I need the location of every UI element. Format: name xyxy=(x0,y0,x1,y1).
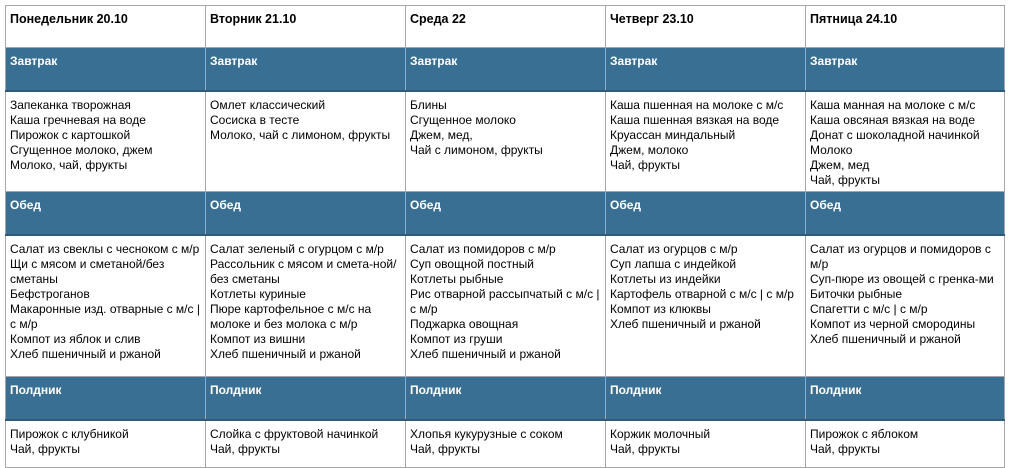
menu-item: Блины xyxy=(410,98,447,112)
meal-header-snack: Полдник xyxy=(406,377,606,421)
menu-item: Щи с мясом и сметаной/без сметаны xyxy=(10,257,165,286)
breakfast-cell xyxy=(806,91,1005,192)
menu-item: Салат из свеклы с чесноком с м/р xyxy=(10,242,200,256)
snack-cell xyxy=(206,420,406,468)
menu-item: Салат зеленый с огурцом с м/р xyxy=(210,242,384,256)
snack-cell xyxy=(6,420,206,468)
menu-item: Компот из яблок и слив xyxy=(10,332,141,346)
menu-item: Поджарка овощная xyxy=(410,317,519,331)
meal-header-lunch: Обед xyxy=(406,192,606,236)
lunch-cell xyxy=(6,235,206,377)
menu-item: Чай, фрукты xyxy=(10,442,80,456)
menu-item: Круассан миндальный xyxy=(610,128,736,142)
menu-item: Компот из черной смородины xyxy=(810,317,976,331)
day-title: Среда 22 xyxy=(406,6,606,48)
menu-item: Омлет классический xyxy=(210,98,326,112)
menu-item: Коржик молочный xyxy=(610,427,711,441)
breakfast-cell xyxy=(406,91,606,192)
menu-item: Молоко, чай, фрукты xyxy=(10,158,128,172)
breakfast-cell xyxy=(606,91,806,192)
breakfast-header-row xyxy=(6,48,1005,92)
menu-item: Суп-пюре из овощей с гренка-ми xyxy=(810,272,994,286)
menu-item: Чай, фрукты xyxy=(410,442,480,456)
day-title: Вторник 21.10 xyxy=(206,6,406,48)
meal-header-lunch: Обед xyxy=(6,192,206,236)
menu-item: Хлеб пшеничный и ржаной xyxy=(410,347,561,361)
menu-item: Каша гречневая на воде xyxy=(10,113,146,127)
menu-item: Чай, фрукты xyxy=(210,442,280,456)
weekly-menu-table xyxy=(5,5,1005,468)
meal-header-snack: Полдник xyxy=(6,377,206,421)
menu-item: Слойка с фруктовой начинкой xyxy=(210,427,379,441)
menu-item: Чай, фрукты xyxy=(810,173,880,187)
menu-item: Каша манная на молоке с м/с xyxy=(810,98,976,112)
menu-item: Сосиска в тесте xyxy=(210,113,300,127)
menu-item: Каша пшенная вязкая на воде xyxy=(610,113,780,127)
lunch-items-row xyxy=(6,235,1005,377)
menu-item: Хлеб пшеничный и ржаной xyxy=(610,317,761,331)
menu-item: Бефстроганов xyxy=(10,287,90,301)
menu-item: Картофель отварной с м/с | с м/р xyxy=(610,287,794,301)
menu-item: Хлеб пшеничный и ржаной xyxy=(810,332,961,346)
menu-item: Сгущенное молоко xyxy=(410,113,516,127)
menu-item: Суп лапша с индейкой xyxy=(610,257,737,271)
menu-item: Спагетти с м/с | с м/р xyxy=(810,302,928,316)
meal-header-breakfast: Завтрак xyxy=(406,48,606,92)
menu-item: Хлеб пшеничный и ржаной xyxy=(210,347,361,361)
menu-item: Салат из огурцов и помидоров с м/р xyxy=(810,242,991,271)
menu-item: Компот из груши xyxy=(410,332,503,346)
menu-item: Суп овощной постный xyxy=(410,257,534,271)
menu-item: Пирожок с клубникой xyxy=(10,427,129,441)
menu-item: Макаронные изд. отварные с м/с | с м/р xyxy=(10,302,200,331)
menu-item: Каша пшенная на молоке с м/с xyxy=(610,98,784,112)
meal-header-lunch: Обед xyxy=(806,192,1005,236)
meal-header-snack: Полдник xyxy=(806,377,1005,421)
menu-item: Компот из клюквы xyxy=(610,302,711,316)
menu-item: Чай, фрукты xyxy=(610,158,680,172)
menu-item: Компот из вишни xyxy=(210,332,306,346)
menu-item: Пирожок с яблоком xyxy=(810,427,919,441)
menu-item: Биточки рыбные xyxy=(810,287,902,301)
day-header-row xyxy=(6,6,1005,48)
menu-item: Джем, мед xyxy=(810,158,870,172)
lunch-cell xyxy=(206,235,406,377)
meal-header-breakfast: Завтрак xyxy=(806,48,1005,92)
snack-items-row xyxy=(6,420,1005,468)
meal-header-breakfast: Завтрак xyxy=(206,48,406,92)
snack-cell xyxy=(806,420,1005,468)
menu-item: Хлопья кукурузные с соком xyxy=(410,427,563,441)
day-title: Четверг 23.10 xyxy=(606,6,806,48)
lunch-cell xyxy=(606,235,806,377)
day-title: Пятница 24.10 xyxy=(806,6,1005,48)
menu-item: Каша овсяная вязкая на воде xyxy=(810,113,976,127)
menu-item: Чай, фрукты xyxy=(810,442,880,456)
meal-header-breakfast: Завтрак xyxy=(606,48,806,92)
lunch-cell xyxy=(806,235,1005,377)
meal-header-breakfast: Завтрак xyxy=(6,48,206,92)
menu-item: Котлеты куриные xyxy=(210,287,306,301)
meal-header-lunch: Обед xyxy=(206,192,406,236)
menu-item: Рассольник с мясом и смета-ной/без сметаны xyxy=(210,257,397,286)
menu-item: Джем, молоко xyxy=(610,143,689,157)
menu-item: Чай с лимоном, фрукты xyxy=(410,143,543,157)
menu-item: Рис отварной рассыпчатый с м/с | с м/р xyxy=(410,287,600,316)
breakfast-cell xyxy=(6,91,206,192)
menu-item: Сгущенное молоко, джем xyxy=(10,143,153,157)
lunch-cell xyxy=(406,235,606,377)
menu-item: Салат из огурцов с м/р xyxy=(610,242,738,256)
meal-header-lunch: Обед xyxy=(606,192,806,236)
menu-item: Джем, мед, xyxy=(410,128,473,142)
menu-item: Запеканка творожная xyxy=(10,98,131,112)
menu-item: Молоко, чай с лимоном, фрукты xyxy=(210,128,391,142)
snack-header-row xyxy=(6,377,1005,421)
breakfast-items-row xyxy=(6,91,1005,192)
menu-item: Пирожок с картошкой xyxy=(10,128,131,142)
menu-item: Пюре картофельное с м/с на молоке и без молока с м/р xyxy=(210,302,372,331)
menu-item: Хлеб пшеничный и ржаной xyxy=(10,347,161,361)
meal-header-snack: Полдник xyxy=(206,377,406,421)
menu-item: Салат из помидоров с м/р xyxy=(410,242,556,256)
menu-item: Молоко xyxy=(810,143,853,157)
snack-cell xyxy=(406,420,606,468)
meal-header-snack: Полдник xyxy=(606,377,806,421)
breakfast-cell xyxy=(206,91,406,192)
menu-item: Котлеты из индейки xyxy=(610,272,721,286)
menu-item: Чай, фрукты xyxy=(610,442,680,456)
menu-item: Котлеты рыбные xyxy=(410,272,504,286)
lunch-header-row xyxy=(6,192,1005,236)
menu-item: Донат с шоколадной начинкой xyxy=(810,128,980,142)
snack-cell xyxy=(606,420,806,468)
day-title: Понедельник 20.10 xyxy=(6,6,206,48)
